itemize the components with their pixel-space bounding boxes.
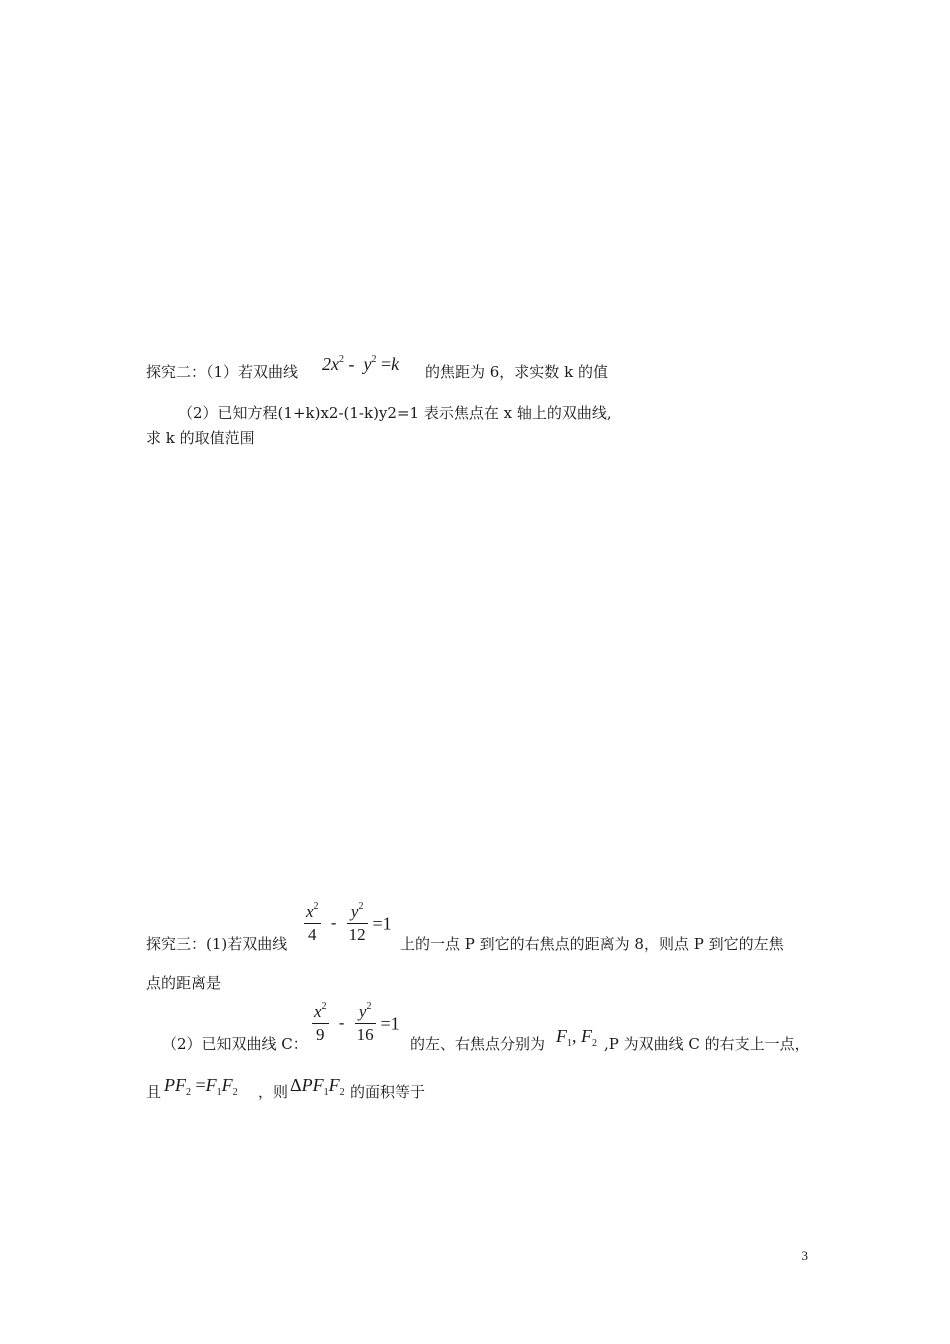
explore3-q2-equation: $\frac{x^2}{9}$ - $\frac{y^2}{16}$ =1 [314, 1001, 400, 1044]
explore3-q2-suffix: ,P 为双曲线 C 的右支上一点， [604, 1035, 810, 1053]
explore3-q2-prefix: （2）已知双曲线 C： [162, 1035, 308, 1053]
explore3-q2-line2-suffix: 的面积等于 [350, 1083, 426, 1101]
fraction-y2-over-12: $\frac{y^2}{12}$ [348, 901, 366, 944]
explore3-q1-line2: 点的距离是 [146, 974, 222, 992]
explore2-q2-line1: （2）已知方程(1+k)x2-(1-k)y2=1 表示焦点在 x 轴上的双曲线, [178, 404, 612, 422]
explore3-q2-line2-equation: $PF_2 =F_1F_2$ [164, 1075, 238, 1098]
explore3-q2-line2-mid: ，则 [258, 1083, 289, 1101]
fraction-x2-over-4: $\frac{x^2}{4}$ [306, 901, 319, 944]
explore3-q2-mid: 的左、右焦点分别为 [410, 1035, 546, 1053]
page-number: 3 [801, 1248, 808, 1263]
explore3-q2-line2-prefix: 且 [146, 1083, 162, 1101]
explore2-heading: 探究二：（1）若双曲线 [146, 363, 299, 381]
explore3-q2-foci: $F_1$, $F_2$ [556, 1026, 597, 1049]
explore3-q1-suffix: 上的一点 P 到它的右焦点的距离为 8，则点 P 到它的左焦 [400, 935, 784, 953]
explore3-heading: 探究三：(1)若双曲线 [146, 935, 288, 953]
explore3-q1-equation: $\frac{x^2}{4}$ - $\frac{y^2}{12}$ =1 [306, 901, 392, 944]
fraction-y2-over-16: $\frac{y^2}{16}$ [356, 1001, 374, 1044]
explore3-q2-triangle: $\Delta PF_1F_2$ [290, 1075, 345, 1098]
explore2-q1-suffix: 的焦距为 6，求实数 k 的值 [425, 363, 608, 381]
explore2-q2-line2: 求 k 的取值范围 [146, 429, 255, 447]
fraction-x2-over-9: $\frac{x^2}{9}$ [314, 1001, 327, 1044]
explore2-q1 [146, 362, 298, 382]
explore2-q1-equation: $2x^2 - y^2 =k$ [322, 354, 400, 374]
